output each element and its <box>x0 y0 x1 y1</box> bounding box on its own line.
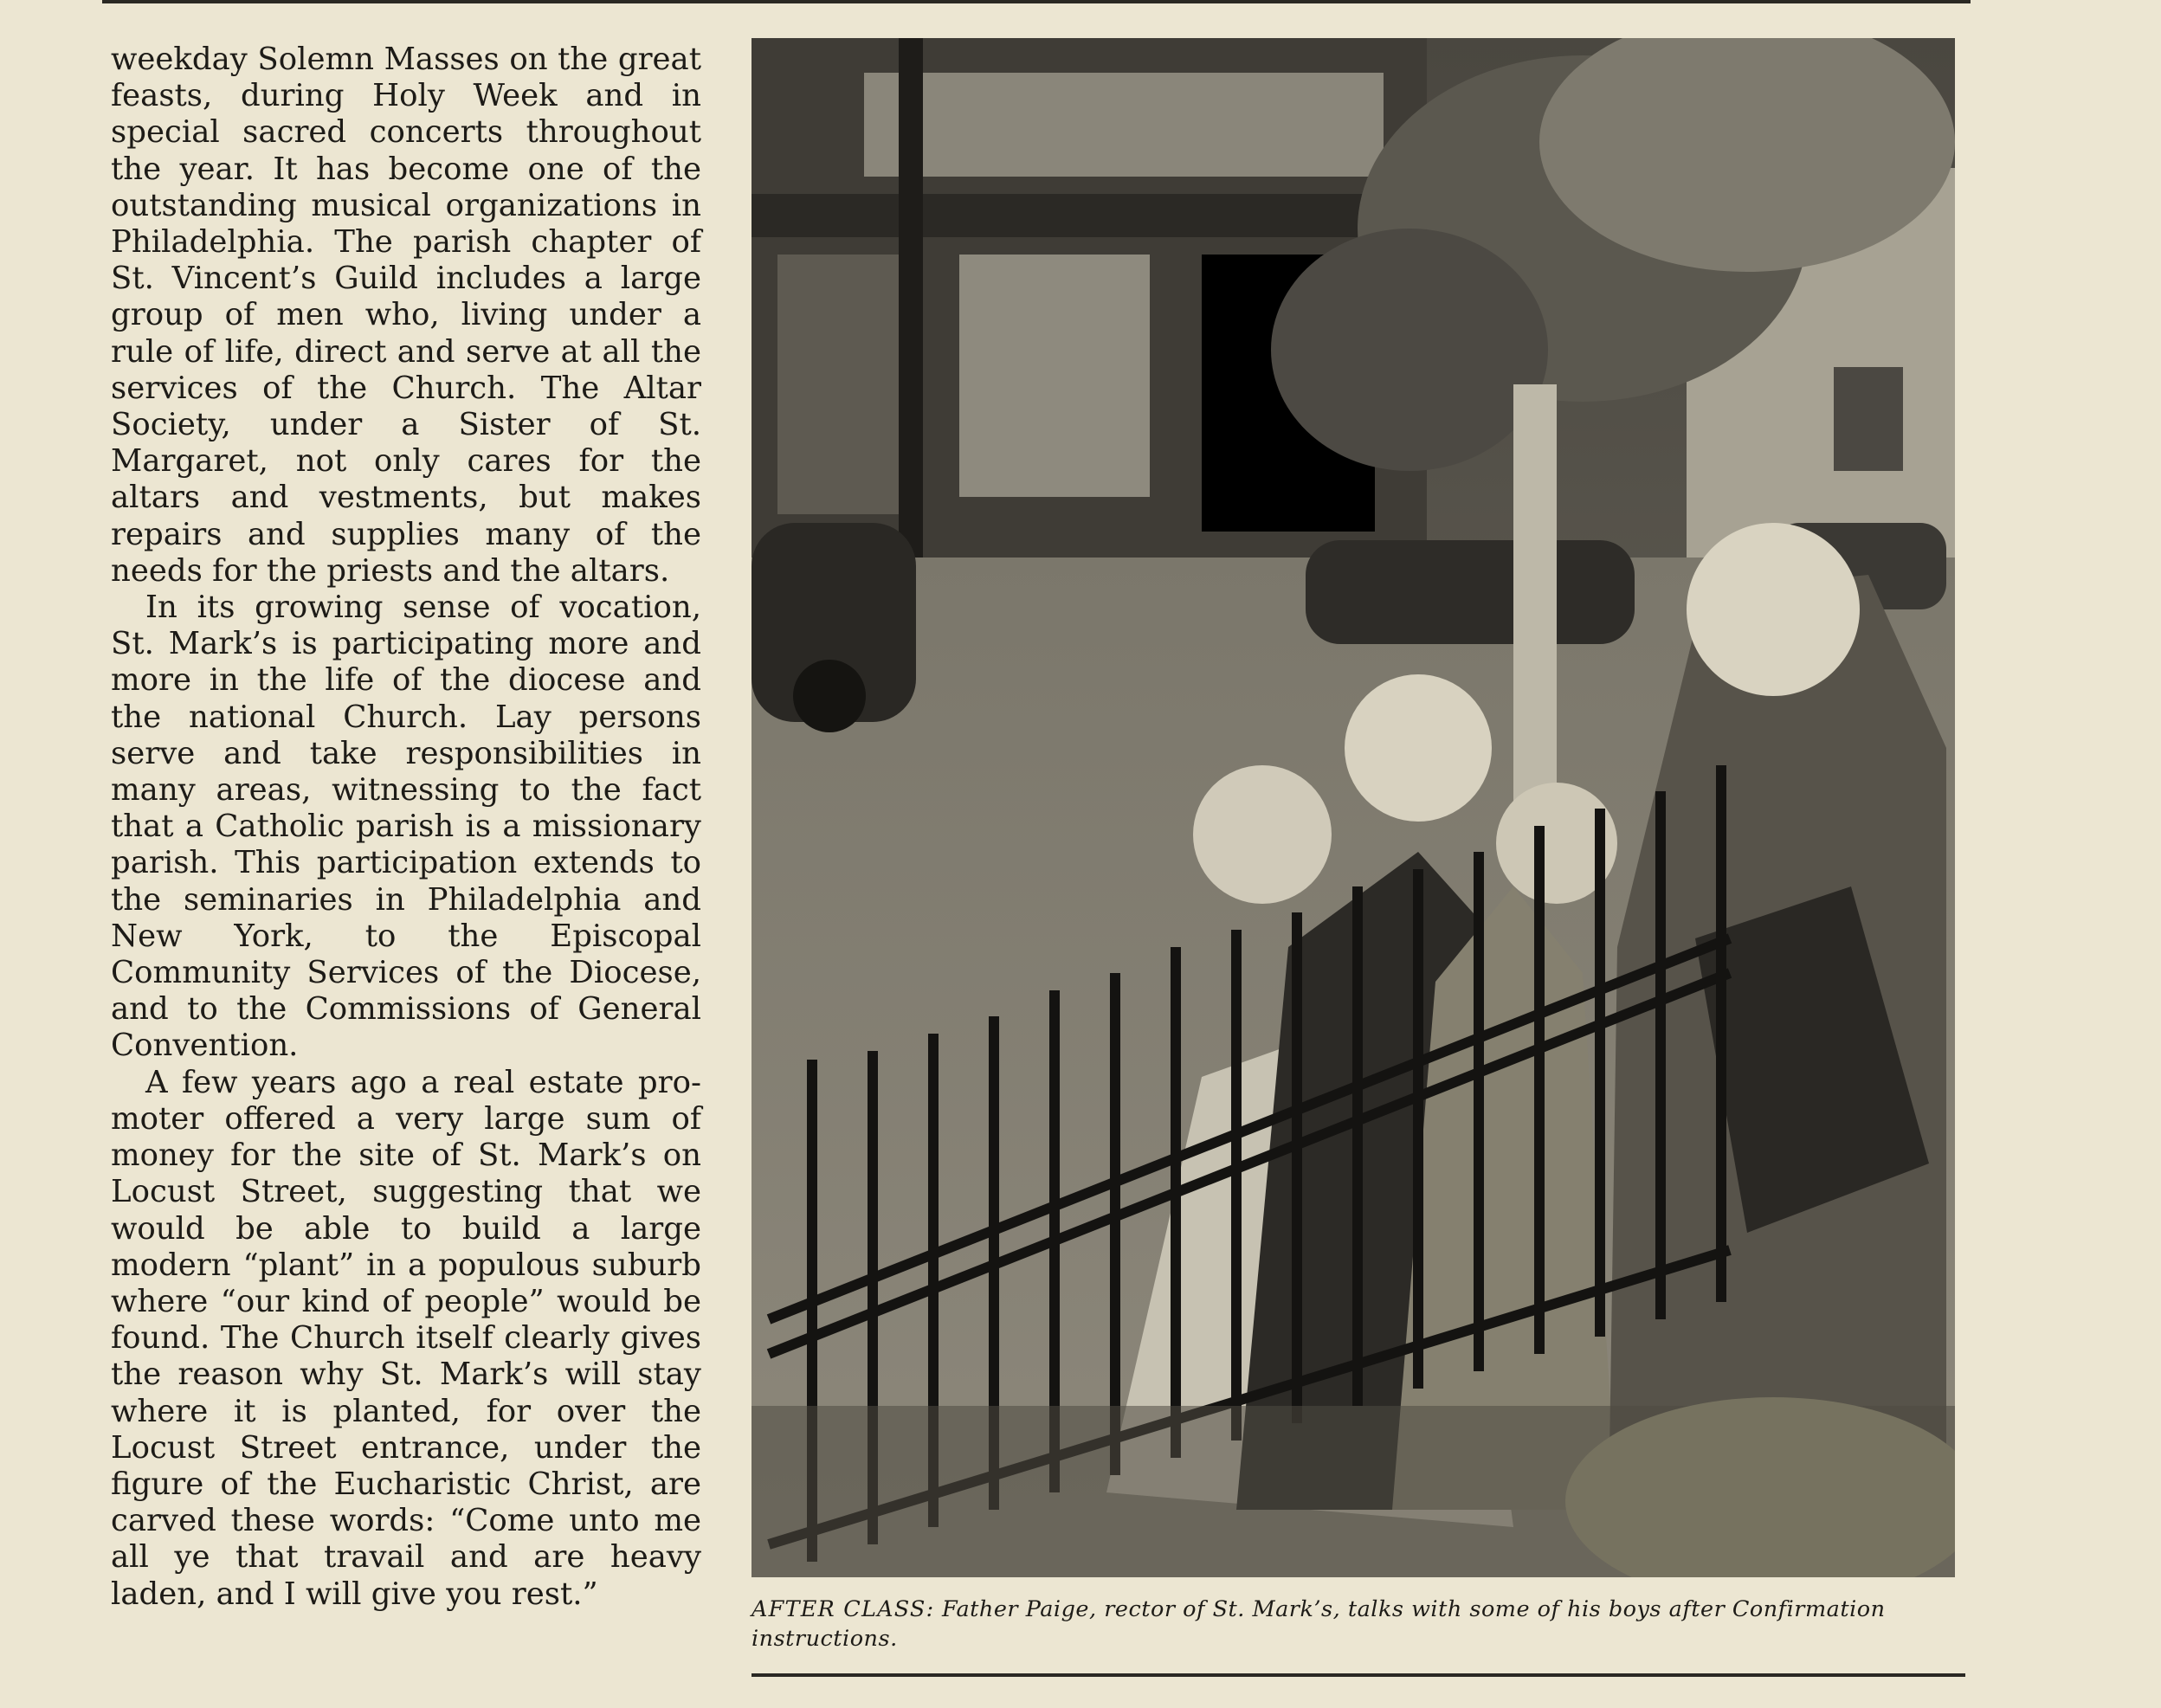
caption-heading: AFTER CLASS: <box>752 1596 935 1622</box>
article-column <box>111 42 701 1613</box>
photograph-father-paige-with-boys <box>752 38 1955 1577</box>
article-paragraph-3: A few years ago a real estate promoter offered a very large sum of money for the site of St. Mark’s on Locust Street, suggesting that we would be able to build a large modern “plant” in a populous suburb where “our kind of people” would be found. The Church itself clearly gives the reason why St. Mark’s will stay where it is planted, for over the Locust Street entrance, under the figure of the Eucharistic Christ, are carved these words: “Come unto me all ye that travail and are heavy laden, and I will give you rest.” <box>111 1064 701 1612</box>
top-rule <box>102 0 1971 3</box>
bottom-rule <box>752 1673 1965 1677</box>
article-paragraph-1: weekday Solemn Masses on the great feasts, during Holy Week and in special sacred concerts throughout the year. It has become one of the outstanding musical organizations in Philadelphia. The parish chapter of St. Vincent’s Guild includes a large group of men who, living under a rule of life, direct and serve at all the services of the Church. The Altar Society, under a Sister of St. Margaret, not only cares for the altars and vestments, but makes repairs and supplies many of the needs for the priests and the altars. <box>111 42 701 589</box>
photo-caption <box>752 1595 1972 1653</box>
caption-text: Father Paige, rector of St. Mark’s, talks with some of his boys after Confirmation instructions. <box>752 1596 1886 1652</box>
article-paragraph-2: In its growing sense of vocation, St. Mark’s is participating more and more in the life of the diocese and the national Church. Lay persons serve and take responsibilities in many areas, witnessing to the fact that a Catholic parish is a missionary parish. This participation extends to the seminaries in Philadelphia and New York, to the Episcopal Community Services of the Diocese, and to the Commissions of General Convention. <box>111 590 701 1064</box>
